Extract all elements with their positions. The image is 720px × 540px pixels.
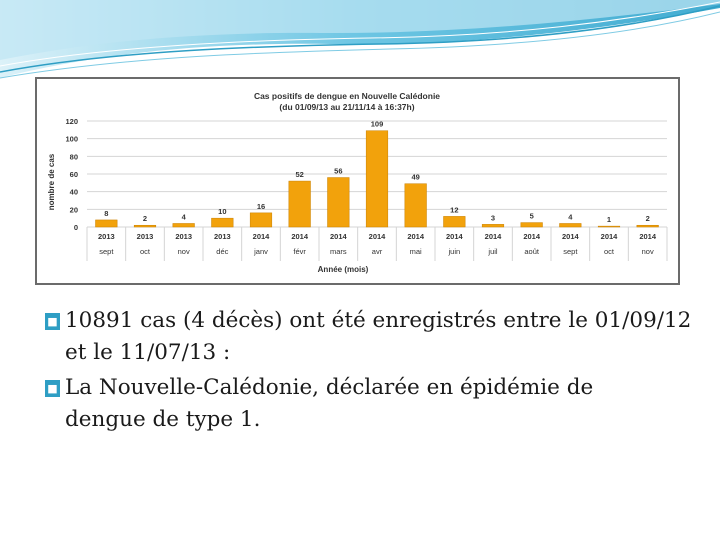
y-tick-label: 20 xyxy=(69,205,78,215)
data-label: 16 xyxy=(256,201,266,211)
x-tick-month: juil xyxy=(488,247,498,256)
bullet-line xyxy=(45,337,695,369)
bullet-icon: ■ xyxy=(45,313,60,330)
data-label: 5 xyxy=(529,211,534,221)
bullet-text: et le 11/07/13 : xyxy=(65,340,231,365)
bars xyxy=(96,120,659,227)
x-tick-month: janv xyxy=(254,247,268,256)
bar xyxy=(521,223,543,227)
y-tick-label: 100 xyxy=(65,134,78,144)
bar xyxy=(250,213,272,227)
dengue-bar-chart xyxy=(37,79,678,283)
bullet-line xyxy=(45,372,695,404)
x-tick-month: déc xyxy=(216,247,229,256)
x-tick-month: oct xyxy=(139,247,151,256)
bullet-text: dengue de type 1. xyxy=(65,407,261,432)
x-tick-month: sept xyxy=(563,247,578,256)
y-tick-label: 60 xyxy=(69,170,78,179)
y-tick-labels xyxy=(65,117,78,232)
data-label: 49 xyxy=(411,172,420,182)
bullet-text: La Nouvelle-Calédonie, déclarée en épidémie de xyxy=(65,375,594,400)
bar xyxy=(560,223,582,227)
x-tick-month: mars xyxy=(329,247,347,256)
bar xyxy=(289,181,311,227)
x-tick-year: 2014 xyxy=(368,232,386,241)
chart-subtitle: (du 01/09/13 au 21/11/14 à 16:37h) xyxy=(279,102,415,112)
x-axis-label: Année (mois) xyxy=(317,265,369,274)
x-tick-year: 2014 xyxy=(291,232,309,241)
x-category-labels xyxy=(98,232,657,256)
x-tick-month: août xyxy=(524,247,539,256)
x-tick-year: 2014 xyxy=(523,232,541,241)
bar xyxy=(212,218,234,227)
bullet-item-epidemic xyxy=(45,372,695,436)
x-tick-month: oct xyxy=(603,247,615,256)
bar xyxy=(366,131,388,227)
bar xyxy=(405,184,427,227)
bullet-icon: ■ xyxy=(45,380,60,397)
x-tick-year: 2014 xyxy=(484,232,502,241)
y-tick-label: 80 xyxy=(69,152,78,162)
chart-title: Cas positifs de dengue en Nouvelle Calédonie xyxy=(253,91,441,101)
x-tick-year: 2013 xyxy=(213,232,231,241)
bullet-item-cases xyxy=(45,305,695,369)
x-tick-year: 2014 xyxy=(407,232,425,241)
bullet-text: 10891 cas (4 décès) ont été enregistrés entre le 01/09/12 xyxy=(65,308,692,333)
data-label: 52 xyxy=(295,170,304,180)
data-label: 12 xyxy=(450,205,459,215)
data-label: 4 xyxy=(181,212,186,222)
data-label: 10 xyxy=(218,207,227,217)
x-tick-month: sept xyxy=(99,247,114,256)
x-tick-month: févr xyxy=(293,247,306,256)
x-tick-month: nov xyxy=(641,247,654,256)
y-tick-label: 120 xyxy=(65,117,78,126)
x-tick-month: nov xyxy=(177,247,190,256)
data-label: 4 xyxy=(568,212,573,222)
bar xyxy=(444,216,466,227)
data-label: 3 xyxy=(490,213,496,223)
data-label: 2 xyxy=(142,214,148,224)
data-label: 109 xyxy=(370,119,384,129)
data-label: 2 xyxy=(645,214,650,224)
bar xyxy=(328,178,350,227)
bar xyxy=(482,224,504,227)
x-tick-year: 2013 xyxy=(175,232,193,241)
bar xyxy=(173,223,195,227)
y-tick-label: 0 xyxy=(73,223,78,232)
bar xyxy=(637,225,659,227)
x-tick-year: 2014 xyxy=(561,232,579,241)
bullet-line xyxy=(45,404,695,436)
x-tick-year: 2013 xyxy=(136,232,154,241)
x-tick-month: avr xyxy=(371,247,383,256)
x-tick-year: 2014 xyxy=(329,232,347,241)
data-label: 56 xyxy=(334,166,343,176)
x-tick-month: juin xyxy=(448,247,461,256)
x-tick-month: mai xyxy=(409,247,422,256)
chart-panel xyxy=(35,77,680,285)
x-tick-year: 2014 xyxy=(252,232,270,241)
y-tick-label: 40 xyxy=(69,187,78,197)
bar xyxy=(598,226,620,227)
data-label: 8 xyxy=(104,208,109,218)
data-label: 1 xyxy=(606,215,612,225)
bar xyxy=(134,225,156,227)
y-axis-label: nombre de cas xyxy=(47,153,56,211)
x-tick-year: 2014 xyxy=(639,232,657,241)
x-tick-year: 2014 xyxy=(445,232,463,241)
bar xyxy=(96,220,118,227)
x-tick-year: 2013 xyxy=(97,232,115,241)
x-tick-year: 2014 xyxy=(600,232,618,241)
bullet-line xyxy=(45,305,695,337)
